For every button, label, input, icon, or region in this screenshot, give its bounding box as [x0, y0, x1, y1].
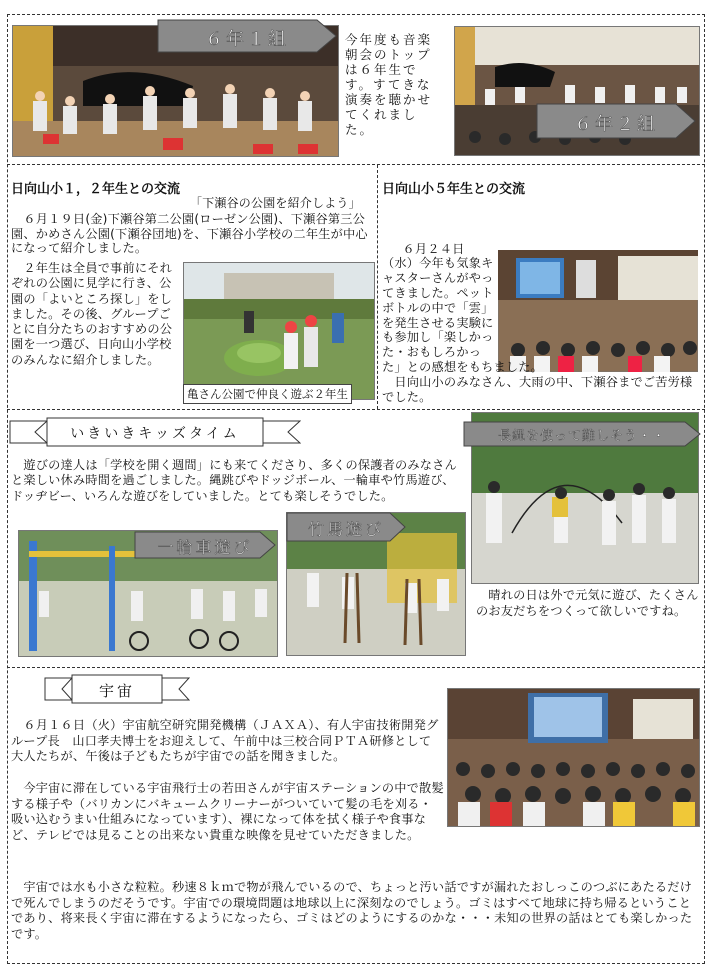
koryu12-intro: ６月１９日(金)下瀬谷第二公園(ローゼン公園)、下瀬谷第三公園、かめさん公園(下瀬谷団地)を、下瀬谷小学校の二年生が中心になって紹介しました。 — [11, 212, 368, 256]
kids-body: 遊びの達人は「学校を開く週間」にも来てくださり、多くの保護者のみなさんと楽しい休み時間を過ごしました。縄跳びやドッジボール、一輪車や竹馬遊び、ドッヂビー、いろんな遊びをしていました。とても楽しそうでした。 — [11, 458, 457, 503]
divider — [7, 409, 705, 410]
koryu12-subtitle: 「下瀬谷の公園を紹介しよう」 — [190, 196, 361, 210]
uchu-p1: ６月１６日（火）宇宙航空研究開発機構（ＪＡＸＡ）、有人宇宙技術開発グループ長 山口孝夫博士をお迎えして、午前中は三校合同ＰＴＡ研修として大人たちが、午後は子どもたちが宇宙での話を聞きました。 — [11, 718, 439, 764]
label-class-6-1-text: ６年１組 — [205, 29, 289, 50]
photo-kame-park — [183, 262, 375, 400]
divider — [377, 165, 378, 409]
uchu-p2: 今宇宙に滞在している宇宙飛行士の若田さんが宇宙ステーションの中で散髪する様子や（バリカンにバキュームクリーナーがついていて髪の毛を刈る・吸い込むうまい仕組みになっています）、裸になって体を拭く様子や食事など、テレビでは見ることの出来ない貴重な映像を見せていただきました。 — [11, 781, 444, 842]
koryu12-heading: 日向山小１，２年生との交流 — [11, 182, 181, 197]
spacer — [444, 781, 706, 826]
koryu12-body: ２年生は全員で事前にそれぞれの公園に見学に行き、公園の「よいところ探し」をしました。その後、グループごとに自分たちのおすすめの公園を一つ選び、日向山小学校のみんなに紹介しました。 — [11, 261, 173, 367]
uchu-p2-flow — [11, 781, 706, 843]
photo-weather-caster — [498, 221, 700, 347]
label-long-rope — [463, 421, 701, 447]
banner-uchu-text: 宇宙 — [98, 682, 135, 700]
label-class-6-2 — [536, 103, 696, 139]
uchu-p3: 宇宙では水も小さな粒粒。秒速８ｋｍで物が飛んでいるので、ちょっと汚い話ですが漏れたおしっこのつぶにあたるだけで死んでしまうのだそうです。宇宙での環境問題は地球以上に深刻なのでしょう。ゴミはすべて地球に持ち帰るということであり、将来長く宇宙に滞在するようになったら、ゴミはどのようにするのかな・・・未知の世界の話はとても楽しかったです。 — [11, 880, 693, 941]
label-unicycle-text: 一輪車遊び — [157, 538, 253, 557]
ongakukai-text: 今年度も音楽朝会のトップは６年生です。すてきな演奏を聴かせてくれました。 — [345, 32, 433, 137]
label-takeuma — [286, 512, 406, 542]
banner-kids-time — [9, 417, 301, 447]
koryu5-heading: 日向山小５年生との交流 — [382, 182, 526, 197]
koryu5-body-flow — [382, 212, 700, 404]
label-class-6-1 — [157, 19, 337, 53]
label-class-6-2-text: ６年２組 — [574, 114, 658, 135]
caption-kame-park: 亀さん公園で仲良く遊ぶ２年生 — [183, 384, 352, 404]
label-unicycle — [134, 531, 276, 559]
divider — [7, 164, 705, 165]
koryu5-body: ６月２４日（水）今年も気象キャスターさんがやってきました。ペットボトルの中で「雲」を発生させる実験にも参加し「楽しかった・おもしろかった」との感想をもちました。 日向山小のみなさん、大雨の中、下瀬谷までご苦労様でした。 — [382, 241, 693, 404]
label-takeuma-text: 竹馬遊び — [307, 520, 384, 539]
divider — [7, 667, 705, 668]
banner-uchu — [44, 674, 190, 704]
kids-sunny: 晴れの日は外で元気に遊び、たくさんのお友だちをつくって欲しいですね。 — [476, 588, 699, 618]
label-long-rope-text: 長縄を使って難しそう・・ — [497, 429, 666, 444]
banner-kids-time-text: いきいきキッズタイム — [70, 426, 240, 442]
